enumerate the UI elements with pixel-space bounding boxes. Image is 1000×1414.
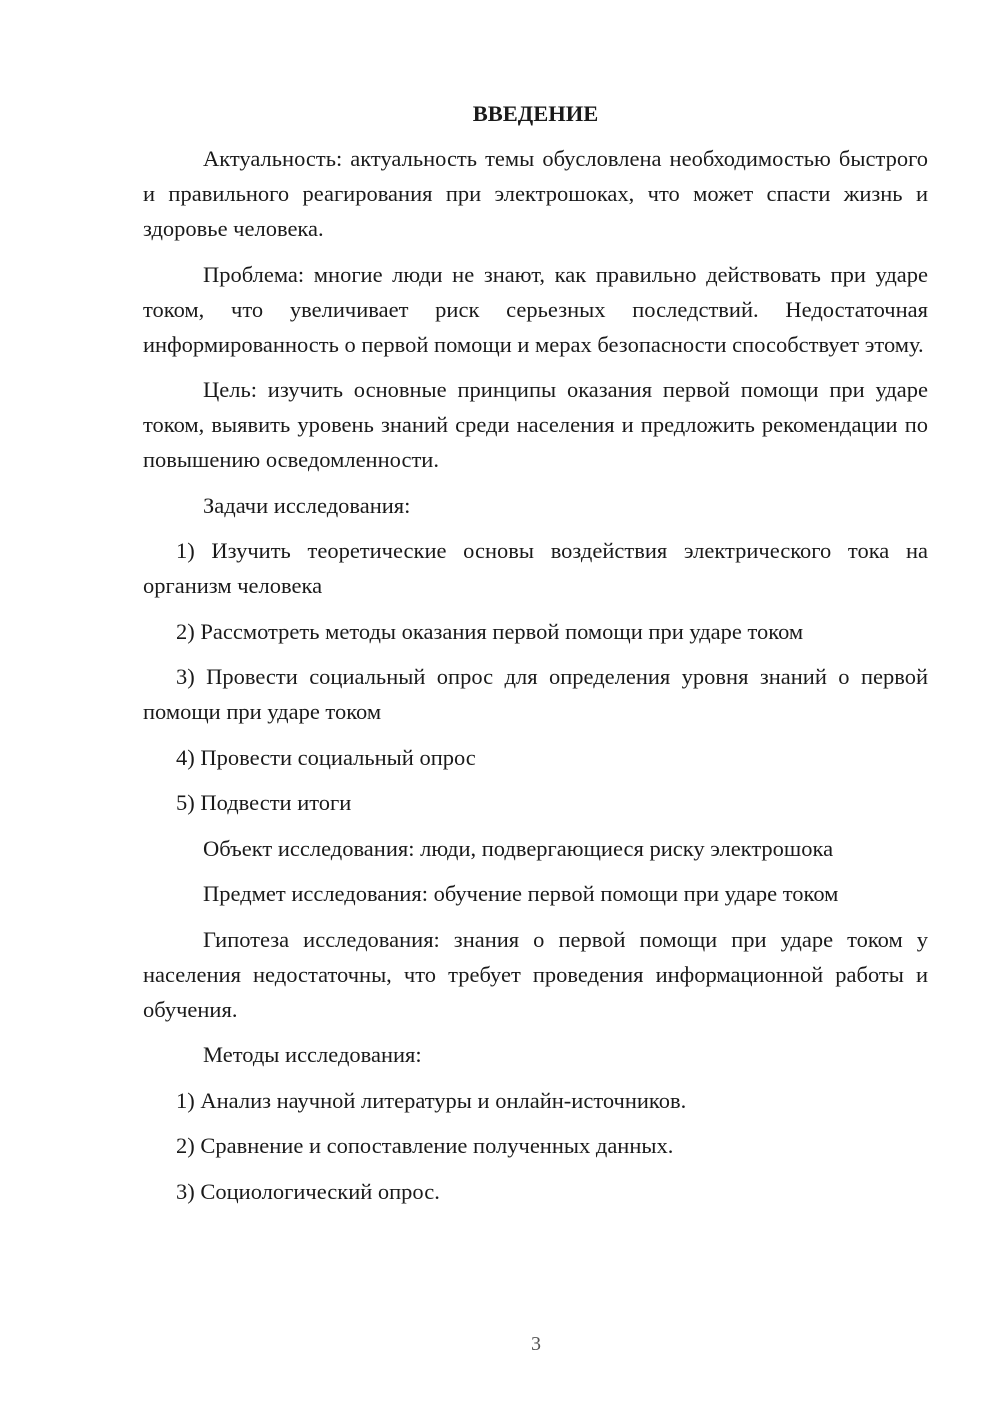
task-item-5: 5) Подвести итоги bbox=[176, 790, 352, 815]
task-item-1: 1) Изучить теоретические основы воздействия электрического тока на организм человека bbox=[143, 538, 928, 598]
subject-paragraph: Предмет исследования: обучение первой помощи при ударе током bbox=[203, 881, 839, 906]
task-item-4: 4) Провести социальный опрос bbox=[176, 744, 476, 770]
page-number: 3 bbox=[531, 1333, 541, 1355]
task-item-2: 2) Рассмотреть методы оказания первой помощи при ударе током bbox=[176, 618, 804, 644]
relevance-paragraph: Актуальность: актуальность темы обусловлена необходимостью быстрого и правильного реагирования при электрошоках, что может спасти жизнь и здоровье человека. bbox=[143, 146, 928, 241]
method-item-3: 3) Социологический опрос. bbox=[176, 1178, 440, 1204]
hypothesis-paragraph: Гипотеза исследования: знания о первой помощи при ударе током у населения недостаточны, что требует проведения информационной работы и обучения. bbox=[143, 926, 928, 1022]
problem-paragraph: Проблема: многие люди не знают, как правильно действовать при ударе током, что увеличивает риск серьезных последствий. Недостаточная информированность о первой помощи и мерах безопасности способствует этому. bbox=[143, 261, 928, 357]
document-body bbox=[143, 96, 928, 1219]
method-item-1: 1) Анализ научной литературы и онлайн-источников. bbox=[176, 1087, 687, 1113]
method-item-2: 2) Сравнение и сопоставление полученных данных. bbox=[176, 1133, 674, 1158]
task-item-3: 3) Провести социальный опрос для определения уровня знаний о первой помощи при ударе током bbox=[143, 664, 928, 724]
methods-heading: Методы исследования: bbox=[203, 1042, 422, 1067]
goal-paragraph: Цель: изучить основные принципы оказания первой помощи при ударе током, выявить уровень знаний среди населения и предложить рекомендации по повышению осведомленности. bbox=[143, 377, 928, 472]
object-paragraph: Объект исследования: люди, подвергающиеся риску электрошока bbox=[203, 835, 834, 861]
tasks-heading: Задачи исследования: bbox=[203, 492, 411, 518]
document-title: ВВЕДЕНИЕ bbox=[472, 101, 599, 126]
